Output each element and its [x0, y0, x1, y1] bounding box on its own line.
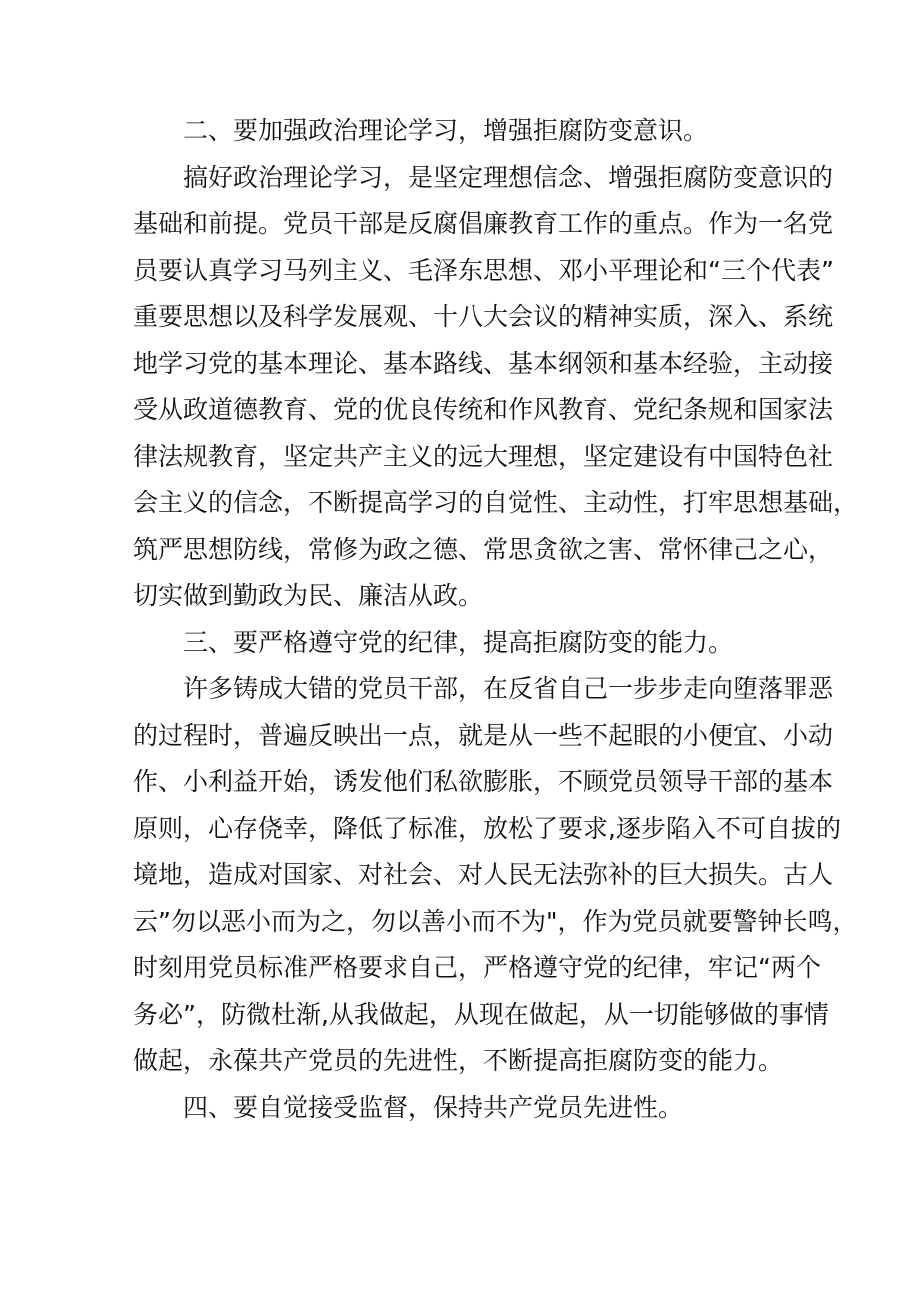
- paragraph-line: 地学习党的基本理论、基本路线、基本纲领和基本经验，主动接: [133, 348, 834, 378]
- paragraph-line: 许多铸成大错的党员干部，在反省自己一步步走向堕落罪恶: [183, 674, 834, 703]
- paragraph-line: 受从政道德教育、党的优良传统和作风教育、党纪条规和国家法: [133, 395, 834, 424]
- paragraph-line: 会主义的信念，不断提高学习的自觉性、主动性，打牢思想基础，: [133, 488, 859, 517]
- paragraph-line: 作、小利益开始，诱发他们私欲膨胀，不顾党员领导干部的基本: [133, 767, 834, 796]
- section-3: [133, 620, 858, 1085]
- paragraph-line: 原则，心存侥幸，降低了标准，放松了要求,逐步陷入不可自拔的: [133, 813, 841, 843]
- section-4: [133, 1085, 803, 1132]
- paragraph-line: 的过程时，普遍反映出一点，就是从一些不起眼的小便宜、小动: [133, 720, 834, 750]
- paragraph-line: 境地，造成对国家、对社会、对人民无法弥补的巨大损失。古人: [133, 860, 834, 889]
- paragraph-line: 员要认真学习马列主义、毛泽东思想、邓小平理论和“三个代表”: [133, 255, 834, 285]
- paragraph-line: 时刻用党员标准严格要求自己，严格遵守党的纪律，牢记“两个: [133, 953, 821, 982]
- paragraph-line: 基础和前提。党员干部是反腐倡廉教育工作的重点。作为一名党: [133, 209, 834, 238]
- paragraph-line: 筑严思想防线，常修为政之德、常思贪欲之害、常怀律己之心，: [133, 534, 834, 564]
- section-heading: 四、要自觉接受监督，保持共产党员先进性。: [183, 1092, 684, 1122]
- document-page: [133, 108, 859, 1131]
- section-heading: 三、要严格遵守党的纪律，提高拒腐防变的能力。: [183, 627, 734, 657]
- paragraph-line: 律法规教育，坚定共产主义的远大理想，坚定建设有中国特色社: [133, 441, 834, 471]
- paragraph-line: 做起，永葆共产党员的先进性，不断提高拒腐防变的能力。: [133, 1046, 784, 1075]
- paragraph-line: 务必”，防微杜渐,从我做起，从现在做起，从一切能够做的事情: [133, 999, 829, 1029]
- section-heading: 二、要加强政治理论学习，增强拒腐防变意识。: [183, 116, 709, 145]
- paragraph-line: 搞好政治理论学习，是坚定理想信念、增强拒腐防变意识的: [183, 162, 834, 192]
- paragraph-line: 切实做到勤政为民、廉洁从政。: [133, 581, 484, 610]
- paragraph-line: 云”勿以恶小而为之，勿以善小而不为"，作为党员就要警钟长鸣，: [133, 906, 858, 936]
- section-2: [133, 108, 859, 620]
- paragraph-line: 重要思想以及科学发展观、十八大会议的精神实质，深入、系统: [133, 302, 834, 331]
